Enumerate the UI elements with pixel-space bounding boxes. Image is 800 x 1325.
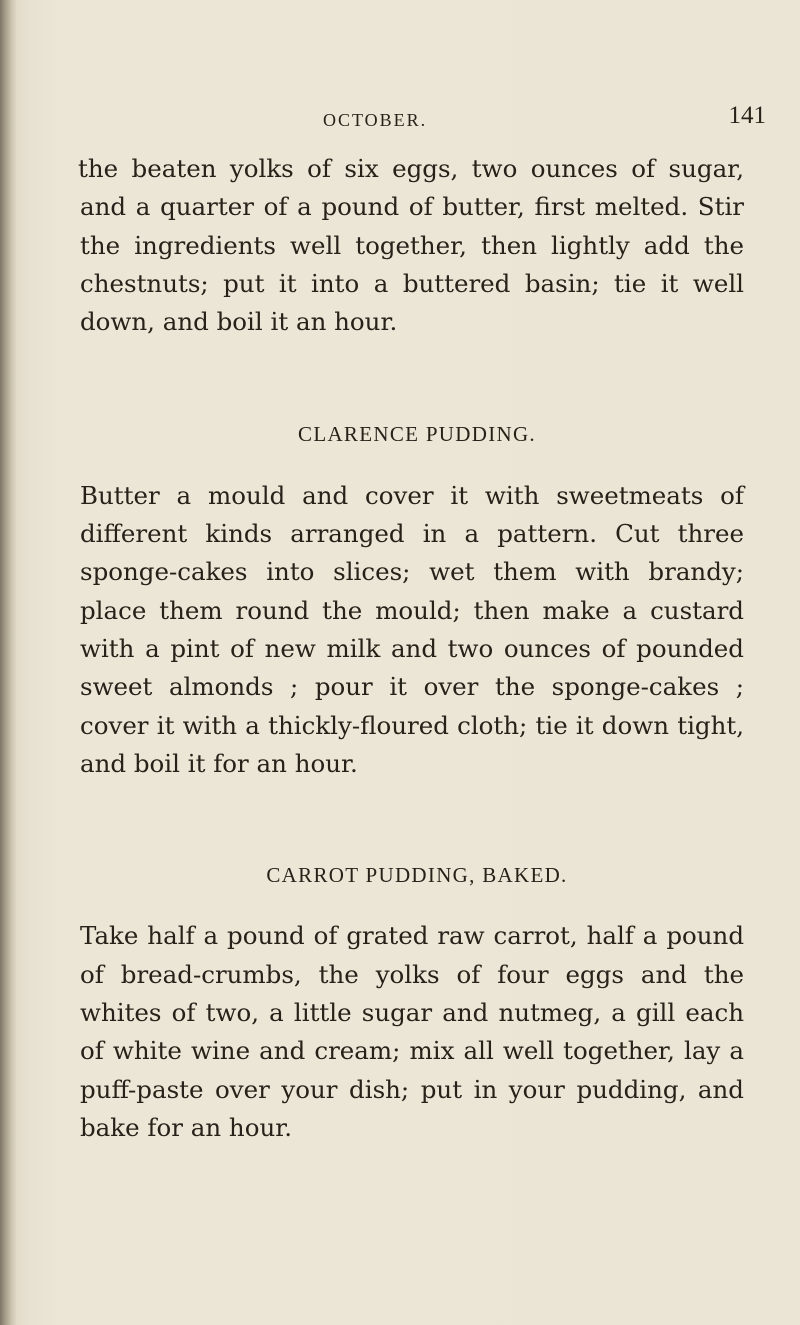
continuation-paragraph: the beaten yolks of six eggs, two ounces of sugar, and a quarter of a pound of butter, first melted. Stir the ingredients well together, then lightly add the chestnuts; put it into a buttered basin; tie it well down, and boil it an hour. — [78, 154, 744, 337]
page-number: 141 — [728, 102, 766, 129]
book-spine-shadow — [0, 0, 16, 1325]
page-content — [80, 150, 744, 1147]
recipe-body-carrot-pudding: Take half a pound of grated raw carrot, half a pound of bread-crumbs, the yolks of four eggs and the whites of two, a little sugar and nutmeg, a gill each of white wine and cream; mix all well together, lay a puff-paste over your dish; put in your pudding, and bake for an hour. — [80, 921, 744, 1142]
running-head — [60, 102, 780, 132]
running-title: OCTOBER. — [323, 110, 428, 130]
recipe-body-clarence-pudding: Butter a mould and cover it with sweetmeats of different kinds arranged in a pattern. Cut three sponge-cakes into slices; wet them with brandy; place them round the mould; then make a custard with a pint of new milk and two ounces of pounded sweet almonds ; pour it over the sponge-cakes ; cover it with a thickly-floured cloth; tie it down tight, and boil it for an hour. — [80, 480, 744, 778]
recipe-title-clarence-pudding: CLARENCE PUDDING. — [298, 422, 536, 447]
recipe-title-carrot-pudding: CARROT PUDDING, BAKED. — [266, 863, 568, 888]
